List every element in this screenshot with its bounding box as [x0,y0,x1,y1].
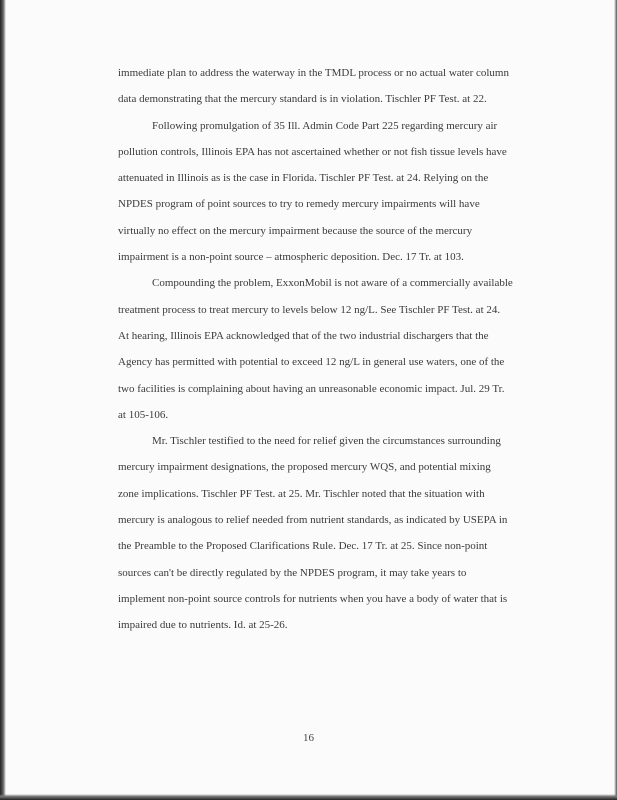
paragraph-need-for-relief [118,428,550,638]
text-line: mercury impairment designations, the proposed mercury WQS, and potential mixing [118,461,491,474]
paragraph-treatment-process [118,270,550,428]
text-line: Agency has permitted with potential to exceed 12 ng/L in general use waters, one of the [118,356,505,369]
text-line: attenuated in Illinois as is the case in Florida. Tischler PF Test. at 24. Relying on the [118,172,489,185]
paragraph-mercury-air-controls [118,113,550,271]
text-line: zone implications. Tischler PF Test. at 25. Mr. Tischler noted that the situation with [118,487,485,500]
text-line: immediate plan to address the waterway in the TMDL process or no actual water column [118,67,509,79]
text-line: two facilities is complaining about having an unreasonable economic impact. Jul. 29 Tr. [118,382,505,395]
text-line: Compounding the problem, ExxonMobil is not aware of a commercially available [152,277,513,290]
paragraph-continuation [118,60,550,113]
text-line: data demonstrating that the mercury standard is in violation. Tischler PF Test. at 22. [118,93,487,106]
text-line: impaired due to nutrients. Id. at 25-26. [118,619,288,632]
text-line: sources can't be directly regulated by the NPDES program, it may take years to [118,566,467,579]
scan-edge-bottom [0,794,617,800]
text-line: At hearing, Illinois EPA acknowledged that of the two industrial dischargers that the [118,329,489,342]
text-line: treatment process to treat mercury to levels below 12 ng/L. See Tischler PF Test. at 24. [118,303,501,316]
text-line: NPDES program of point sources to try to remedy mercury impairments will have [118,198,480,211]
body-text [118,60,550,639]
page-number: 16 [303,732,314,744]
text-line: implement non-point source controls for nutrients when you have a body of water that is [118,592,508,605]
text-line: at 105-106. [118,408,169,421]
text-line: pollution controls, Illinois EPA has not ascertained whether or not fish tissue levels have [118,145,507,158]
text-line: impairment is a non-point source – atmospheric deposition. Dec. 17 Tr. at 103. [118,251,464,264]
text-line: virtually no effect on the mercury impairment because the source of the mercury [118,224,473,237]
text-line: Mr. Tischler testified to the need for relief given the circumstances surrounding [152,435,501,448]
scan-edge-left [0,0,6,800]
text-line: Following promulgation of 35 Ill. Admin Code Part 225 regarding mercury air [152,119,498,132]
text-line: the Preamble to the Proposed Clarifications Rule. Dec. 17 Tr. at 25. Since non-point [118,540,488,553]
text-line: mercury is analogous to relief needed from nutrient standards, as indicated by USEPA in [118,514,508,527]
